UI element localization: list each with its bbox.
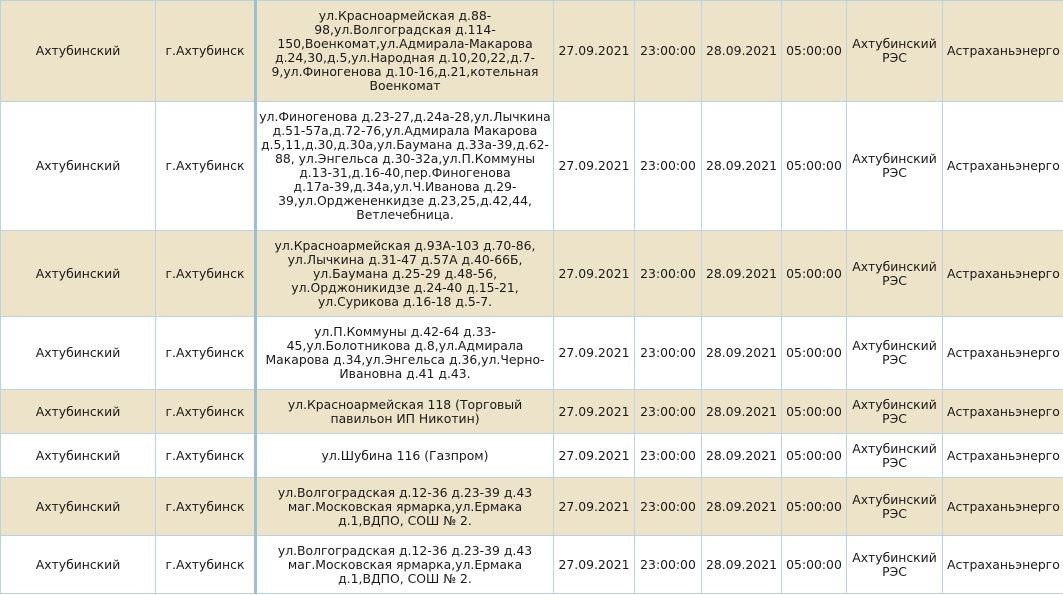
address-cell: ул.П.Коммуны д.42-64 д.33-45,ул.Болотникова д.8,ул.Адмирала Макарова д.34,ул.Энгельса д.36,ул.Черно-Ивановна д.41 д.43. [256,317,554,390]
res-cell: Ахтубинский РЭС [847,102,943,231]
end-date-cell: 28.09.2021 [702,390,782,434]
end-time-cell: 05:00:00 [782,536,847,594]
end-date-cell: 28.09.2021 [702,231,782,317]
start-date-cell: 27.09.2021 [554,102,635,231]
table-row [1,390,1063,434]
city-cell: г.Ахтубинск [156,102,256,231]
end-time-cell: 05:00:00 [782,390,847,434]
end-date-cell: 28.09.2021 [702,1,782,102]
table-row [1,536,1063,594]
end-time-cell: 05:00:00 [782,434,847,478]
start-time-cell: 23:00:00 [635,102,702,231]
res-cell: Ахтубинский РЭС [847,231,943,317]
city-cell: г.Ахтубинск [156,536,256,594]
address-cell: ул.Красноармейская д.93А-103 д.70-86, ул.Лычкина д.31-47 д.57А д.40-66Б, ул.Баумана д.25-29 д.48-56, ул.Орджоникидзе д.24-40 д.15-21, ул.Сурикова д.16-18 д.5-7. [256,231,554,317]
res-cell: Ахтубинский РЭС [847,317,943,390]
res-cell: Ахтубинский РЭС [847,478,943,536]
end-date-cell: 28.09.2021 [702,478,782,536]
start-date-cell: 27.09.2021 [554,434,635,478]
provider-cell: Астраханьэнерго [943,102,1063,231]
address-cell: ул.Волгоградская д.12-36 д.23-39 д.43 маг.Московская ярмарка,ул.Ермака д.1,ВДПО, СОШ № 2. [256,478,554,536]
start-time-cell: 23:00:00 [635,390,702,434]
start-time-cell: 23:00:00 [635,536,702,594]
res-cell: Ахтубинский РЭС [847,536,943,594]
res-cell: Ахтубинский РЭС [847,434,943,478]
end-time-cell: 05:00:00 [782,1,847,102]
address-cell: ул.Волгоградская д.12-36 д.23-39 д.43 маг.Московская ярмарка,ул.Ермака д.1,ВДПО, СОШ № 2. [256,536,554,594]
district-cell: Ахтубинский [1,1,156,102]
district-cell: Ахтубинский [1,390,156,434]
start-date-cell: 27.09.2021 [554,231,635,317]
city-cell: г.Ахтубинск [156,434,256,478]
provider-cell: Астраханьэнерго [943,434,1063,478]
district-cell: Ахтубинский [1,317,156,390]
provider-cell: Астраханьэнерго [943,231,1063,317]
provider-cell: Астраханьэнерго [943,1,1063,102]
provider-cell: Астраханьэнерго [943,478,1063,536]
city-cell: г.Ахтубинск [156,390,256,434]
start-date-cell: 27.09.2021 [554,1,635,102]
provider-cell: Астраханьэнерго [943,317,1063,390]
end-date-cell: 28.09.2021 [702,536,782,594]
table-row [1,317,1063,390]
table-row [1,434,1063,478]
start-time-cell: 23:00:00 [635,317,702,390]
res-cell: Ахтубинский РЭС [847,1,943,102]
res-cell: Ахтубинский РЭС [847,390,943,434]
start-date-cell: 27.09.2021 [554,317,635,390]
provider-cell: Астраханьэнерго [943,536,1063,594]
address-cell: ул.Финогенова д.23-27,д.24а-28,ул.Лычкина д.51-57а,д.72-76,ул.Адмирала Макарова д.5,11,д.30,д.30а,ул.Баумана д.33а-39,д.62-88, ул.Энгельса д.30-32а,ул.П.Коммуны д.13-31,д.16-40,пер.Финогенова д.17а-39,д.34а,ул.Ч.Иванова д.29-39,ул.Орджененкидзе д.23,25,д.42,44, Ветлечебница. [256,102,554,231]
start-time-cell: 23:00:00 [635,231,702,317]
end-time-cell: 05:00:00 [782,102,847,231]
table-row [1,231,1063,317]
start-time-cell: 23:00:00 [635,478,702,536]
city-cell: г.Ахтубинск [156,231,256,317]
address-cell: ул.Красноармейская 118 (Торговый павильон ИП Никотин) [256,390,554,434]
city-cell: г.Ахтубинск [156,317,256,390]
table-row [1,102,1063,231]
district-cell: Ахтубинский [1,434,156,478]
district-cell: Ахтубинский [1,231,156,317]
start-date-cell: 27.09.2021 [554,478,635,536]
end-time-cell: 05:00:00 [782,478,847,536]
table-row [1,1,1063,102]
end-date-cell: 28.09.2021 [702,434,782,478]
end-time-cell: 05:00:00 [782,317,847,390]
district-cell: Ахтубинский [1,102,156,231]
end-date-cell: 28.09.2021 [702,317,782,390]
start-date-cell: 27.09.2021 [554,390,635,434]
start-time-cell: 23:00:00 [635,1,702,102]
end-date-cell: 28.09.2021 [702,102,782,231]
provider-cell: Астраханьэнерго [943,390,1063,434]
city-cell: г.Ахтубинск [156,1,256,102]
address-cell: ул.Красноармейская д.88-98,ул.Волгоградская д.114-150,Военкомат,ул.Адмирала-Макарова д.24,30,д.5,ул.Народная д.10,20,22,д.7-9,ул.Финогенова д.10-16,д.21,котельная Военкомат [256,1,554,102]
district-cell: Ахтубинский [1,478,156,536]
address-cell: ул.Шубина 116 (Газпром) [256,434,554,478]
start-date-cell: 27.09.2021 [554,536,635,594]
city-cell: г.Ахтубинск [156,478,256,536]
table-row [1,478,1063,536]
district-cell: Ахтубинский [1,536,156,594]
start-time-cell: 23:00:00 [635,434,702,478]
end-time-cell: 05:00:00 [782,231,847,317]
